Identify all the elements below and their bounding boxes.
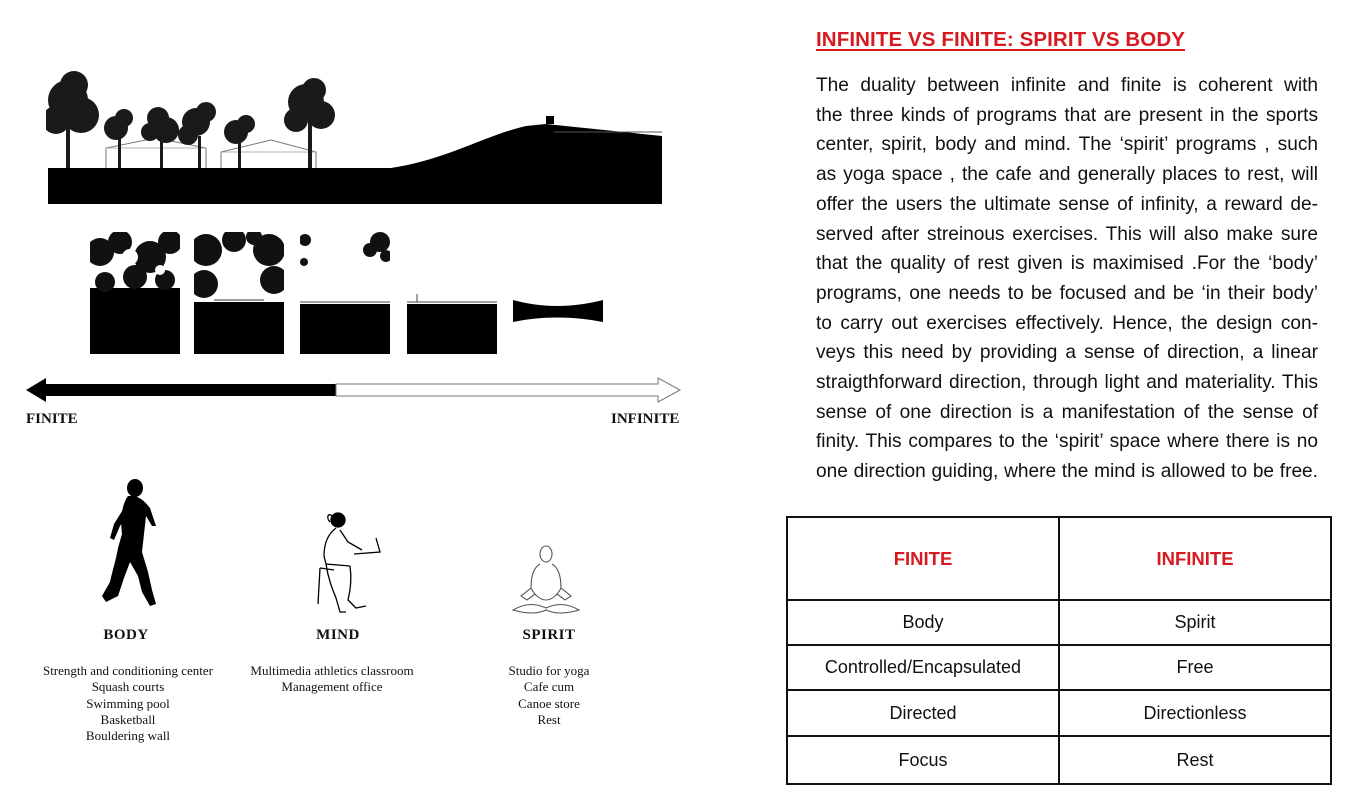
body-paragraph — [816, 71, 1318, 487]
table-cell: Directionless — [1059, 690, 1331, 736]
list-item: Basketball — [100, 711, 156, 727]
program-title-mind: MIND — [316, 627, 360, 643]
program-title-spirit: SPIRIT — [522, 627, 576, 643]
list-item: Bouldering wall — [85, 728, 171, 744]
runner-icon — [98, 478, 160, 614]
paragraph-line: offer the users the ultimate sense of infinity, a reward de- — [816, 193, 1318, 215]
paragraph-line: served after streinous exercises. This will also make sure — [816, 223, 1318, 245]
table-row — [787, 690, 1331, 736]
table-row — [787, 736, 1331, 784]
paragraph-line: straigthforward direction, through light and materiality. This — [816, 372, 1318, 394]
paragraph-line: veys this need by providing a sense of direction, a linear — [816, 342, 1318, 364]
paragraph-line: the three kinds of programs that are present in the sports — [816, 104, 1318, 126]
finite-infinite-arrow — [26, 377, 686, 403]
list-item: Multimedia athletics classroom — [250, 663, 414, 678]
list-item: Canoe store — [518, 695, 580, 711]
table-cell: Focus — [787, 736, 1059, 784]
frame-few-trees — [300, 232, 390, 354]
meditation-icon — [507, 544, 585, 616]
paragraph-line: that the quality of rest given is maximised .For the ‘body’ — [816, 253, 1318, 275]
paragraph-line: as yoga space , the cafe and generally places to rest, will — [816, 164, 1318, 186]
paragraph-line: one direction guiding, where the mind is allowed to be free. — [816, 461, 1318, 483]
list-item: Studio for yoga — [508, 663, 590, 678]
table-header-infinite: INFINITE — [1059, 517, 1331, 600]
list-item: Squash courts — [91, 679, 165, 695]
list-item: Management office — [281, 679, 383, 695]
paragraph-line: finity. This compares to the ‘spirit’ space where there is no — [816, 431, 1318, 453]
frame-open-wall — [407, 232, 497, 354]
program-list-mind — [222, 663, 442, 696]
list-item: Swimming pool — [86, 695, 170, 711]
program-list-body — [18, 663, 238, 744]
table-header-finite: FINITE — [787, 517, 1059, 600]
comparison-table — [786, 516, 1332, 785]
table-cell: Spirit — [1059, 600, 1331, 645]
table-cell: Body — [787, 600, 1059, 645]
list-item: Strength and conditioning center — [42, 663, 214, 678]
frame-trees-fence — [194, 232, 284, 354]
site-section-drawing — [46, 60, 662, 206]
infinite-label: INFINITE — [611, 411, 680, 427]
section-title: INFINITE VS FINITE: SPIRIT VS BODY — [816, 28, 1186, 51]
frame-dense-trees — [90, 232, 180, 354]
program-list-spirit — [439, 663, 659, 728]
paragraph-line: The duality between infinite and finite is coherent with — [816, 75, 1318, 96]
list-item: Rest — [537, 711, 561, 727]
paragraph-line: center, spirit, body and mind. The ‘spirit’ programs , such — [816, 134, 1318, 156]
list-item: Cafe cum — [523, 679, 575, 695]
table-row — [787, 645, 1331, 690]
finite-label: FINITE — [26, 411, 78, 427]
seated-laptop-person-icon — [306, 508, 386, 618]
program-title-body: BODY — [103, 627, 149, 643]
table-row — [787, 600, 1331, 645]
table-header-row — [787, 517, 1331, 600]
paragraph-line: sense of one direction is a manifestation of the sense of — [816, 401, 1318, 423]
table-cell: Free — [1059, 645, 1331, 690]
paragraph-line: to carry out exercises effectively. Hence, the design con- — [816, 312, 1318, 334]
table-cell: Controlled/Encapsulated — [787, 645, 1059, 690]
paragraph-line: programs, one needs to be focused and be ‘in their body’ — [816, 282, 1318, 304]
frame-open-horizon — [512, 232, 604, 354]
table-cell: Directed — [787, 690, 1059, 736]
table-cell: Rest — [1059, 736, 1331, 784]
